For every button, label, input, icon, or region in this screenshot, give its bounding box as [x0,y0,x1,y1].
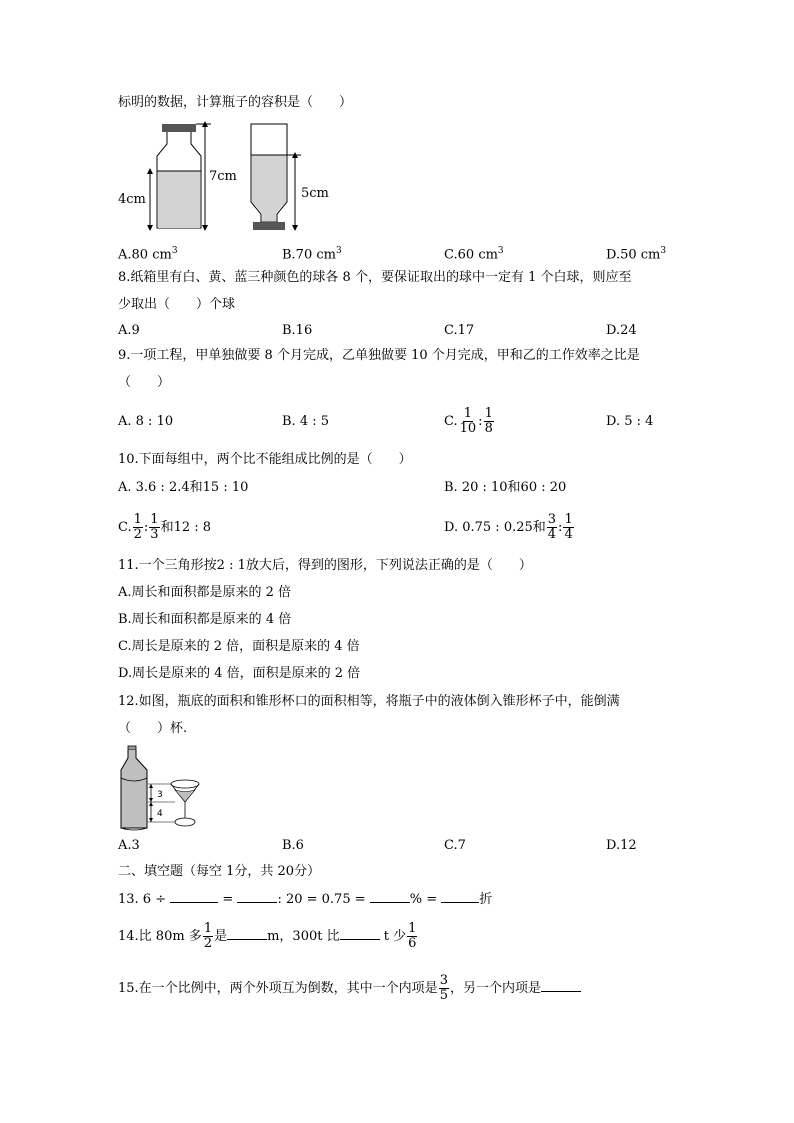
q12-label-3: 3 [157,790,163,800]
fraction: $\frac{1}{2}$ [133,512,142,542]
q8-option-d[interactable]: D.24 [606,323,637,338]
q8-stem-line1: 8.纸箱里有白、黄、蓝三种颜色的球各 8 个，要保证取出的球中一定有 1 个白球，则应至 [118,270,632,285]
q7-stem: 标明的数据，计算瓶子的容积是（ ） [118,95,353,110]
q10-option-d[interactable]: D. 0.75 : 0.25和 $\frac{3}{4}$ : $\frac{1}{4}$ [444,512,573,542]
q11-stem: 11.一个三角形按2 : 1放大后，得到的图形，下列说法正确的是（ ） [118,558,532,573]
q7-bottle-figure [115,118,335,238]
q9-option-a[interactable]: A. 8 : 10 [118,414,174,429]
answer-blank[interactable] [370,890,410,903]
q10-option-a[interactable]: A. 3.6 : 2.4和15 : 10 [118,480,249,495]
q12-stem-line1: 12.如图，瓶底的面积和锥形杯口的面积相等，将瓶子中的液体倒入锥形杯子中，能倒满 [118,694,620,709]
q8-stem-line2: 少取出（ ）个球 [118,297,236,312]
q7-option-b[interactable]: B.70 $cm^3$ [282,246,342,263]
fraction: $\frac{1}{4}$ [564,512,573,542]
q10-option-b[interactable]: B. 20 : 10和60 : 20 [444,480,567,495]
q10-option-c[interactable]: C. $\frac{1}{2}$ : $\frac{1}{3}$ 和12 : 8 [118,512,212,542]
q8-option-a[interactable]: A.9 [118,323,140,338]
q12-label-4: 4 [157,809,163,819]
q9-stem-line1: 9.一项工程，甲单独做要 8 个月完成，乙单独做要 10 个月完成，甲和乙的工作效率之比是 [118,348,640,363]
answer-blank[interactable] [227,927,267,940]
q13: 13. 6 ÷ = : 20 = 0.75 = % = 折 [118,892,493,907]
answer-blank[interactable] [237,890,277,903]
answer-blank[interactable] [541,979,581,992]
q12-option-c[interactable]: C.7 [444,838,466,853]
fraction: $\frac{1}{8}$ [484,406,493,436]
fraction: $\frac{1}{3}$ [150,512,159,542]
fraction: $\frac{3}{4}$ [547,512,557,542]
q15: 15.在一个比例中，两个外项互为倒数，其中一个内项是 $\frac{3}{5}$ ，另一个内项是 [118,970,581,1008]
q12-bottle-cup-figure [115,744,215,832]
q11-option-c[interactable]: C.周长是原来的 2 倍，面积是原来的 4 倍 [118,639,360,654]
q7-option-c[interactable]: C.60 $cm^3$ [444,246,504,263]
q8-option-c[interactable]: C.17 [444,323,475,338]
answer-blank[interactable] [170,890,218,903]
q7-label-5cm: 5cm [301,186,329,201]
answer-blank[interactable] [340,927,380,940]
fraction: $\frac{1}{10}$ [459,406,477,436]
answer-blank[interactable] [441,890,479,903]
section-title: 二、填空题（每空 1分，共 20分） [118,864,321,879]
q11-option-a[interactable]: A.周长和面积都是原来的 2 倍 [118,585,292,600]
q7-option-a[interactable]: A.80 $cm^3$ [118,246,178,263]
q12-option-b[interactable]: B.6 [282,838,304,853]
fraction: $\frac{1}{2}$ [203,921,213,951]
fraction: $\frac{3}{5}$ [439,973,448,1003]
q8-option-b[interactable]: B.16 [282,323,313,338]
q9-option-b[interactable]: B. 4 : 5 [282,414,330,429]
q9-option-c[interactable]: C. $\frac{1}{10}$ : $\frac{1}{8}$ [444,406,493,436]
q7-label-4cm: 4cm [118,192,146,207]
q11-option-b[interactable]: B.周长和面积都是原来的 4 倍 [118,612,292,627]
q12-option-a[interactable]: A.3 [118,838,140,853]
q14: 14.比 80m 多 $\frac{1}{2}$ 是 m，300t 比 t 少 $\frac{1}{6}$ [118,921,417,951]
q12-stem-line2: （ ）杯. [118,721,188,736]
q10-stem: 10.下面每组中，两个比不能组成比例的是（ ） [118,452,412,467]
q9-stem-line2: （ ） [118,375,171,390]
q7-option-d[interactable]: D.50 $cm^3$ [606,246,667,263]
q9-option-d[interactable]: D. 5 : 4 [606,414,654,429]
q7-label-7cm: 7cm [209,169,237,184]
q11-option-d[interactable]: D.周长是原来的 4 倍，面积是原来的 2 倍 [118,666,361,681]
fraction: $\frac{1}{6}$ [408,921,417,951]
q12-option-d[interactable]: D.12 [606,838,637,853]
